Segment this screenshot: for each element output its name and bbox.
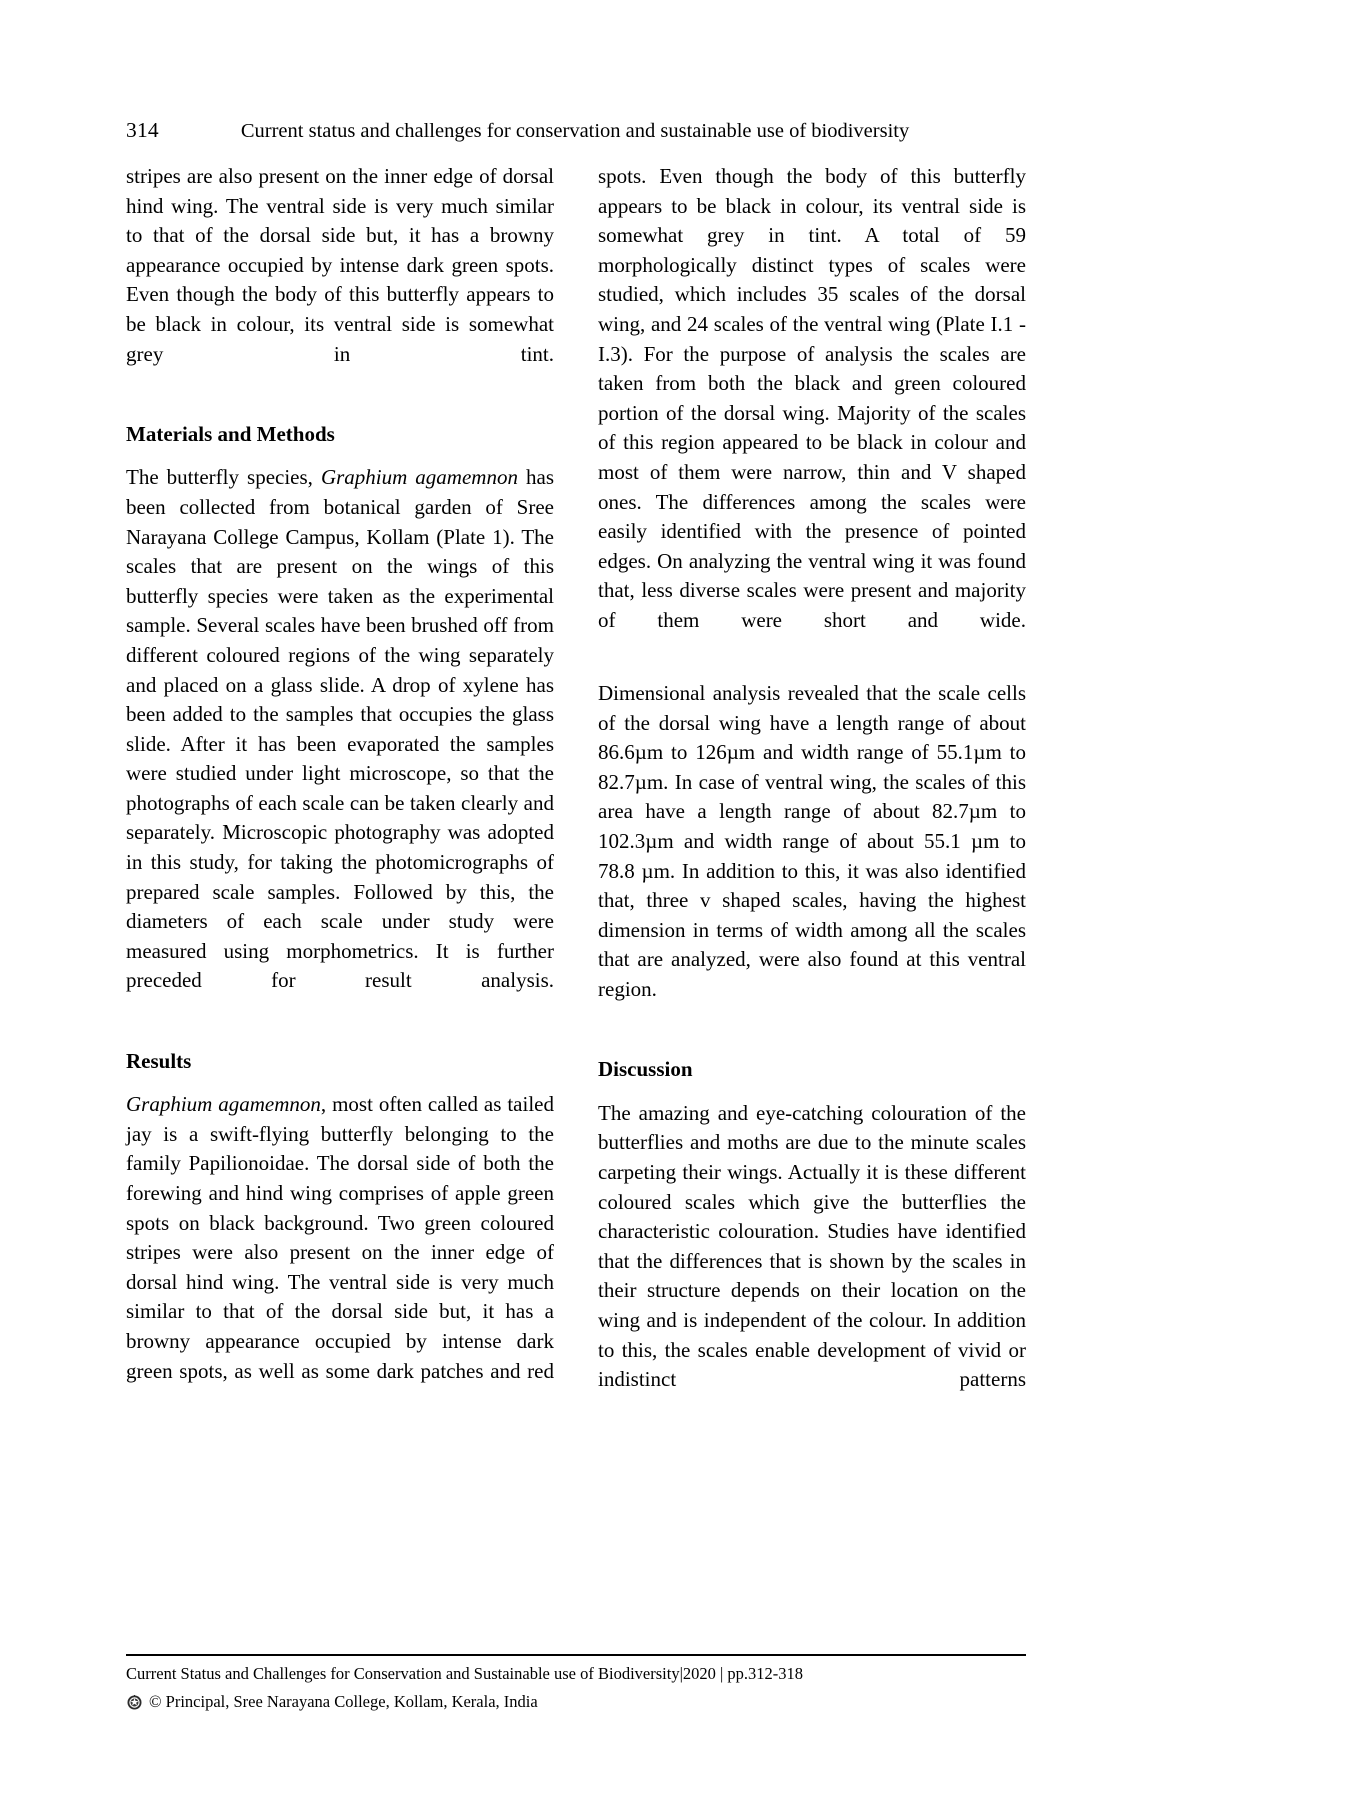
- species-name-italic: Graphium agamemnon: [320, 465, 518, 490]
- left-paragraph-results: [126, 1090, 554, 1416]
- right-paragraph-1: spots. Even though the body of this butterfly appears to be black in colour, its ventral side is somewhat grey in tint. A total of 59 morphologically distinct types of scales were studied, which includes 35 scales of the dorsal wing, and 24 scales of the ventral wing (Plate I.1 - I.3). For the purpose of analysis the scales are taken from both the black and green coloured portion of the dorsal wing. Majority of the scales of this region appeared to be black in colour and most of them were narrow, thin and V shaped ones. The differences among the scales were easily identified with the presence of pointed edges. On analyzing the ventral wing it was found that, less diverse scales were present and majority of them were short and wide.: [598, 164, 1026, 632]
- running-head: [126, 118, 1026, 146]
- footer-copyright-text: © Principal, Sree Narayana College, Kollam, Kerala, India: [149, 1692, 538, 1711]
- heading-results: Results: [126, 1048, 192, 1073]
- footer-divider: [126, 1654, 1026, 1656]
- body-columns: [126, 162, 1026, 1612]
- running-head-title: Current status and challenges for conservation and sustainable use of biodiversity: [240, 120, 910, 142]
- materials-text-part-2: has been collected from botanical garden of Sree Narayana College Campus, Kollam (Plate 1). The scales that are present on the wings of this butterfly species were taken as the experimental sample. Several scales have been brushed off from different coloured regions of the wing separately and placed on a glass slide. A drop of xylene has been added to the samples that occupies the glass slide. After it has been evaporated the samples were studied under light microscope, so that the photographs of each scale can be taken clearly and separately. Microscopic photography was adopted in this study, for taking the photomicrographs of prepared scale samples. Followed by this, the diameters of each scale under study were measured using morphometrics. It is further preceded for result analysis.: [126, 465, 554, 993]
- footer-copyright-line: [126, 1690, 1066, 1714]
- right-paragraph-3: The amazing and eye-catching colouration of the butterflies and moths are due to the minute scales carpeting their wings. Actually it is these different coloured scales which give the butterflies the characteristic colouration. Studies have identified that the differences that is shown by the scales in their structure depends on their location on the wing and is independent of the colour. In addition to this, the scales enable development of vivid or indistinct patterns: [598, 1100, 1026, 1392]
- species-name-italic-results: Graphium agamemnon: [126, 1092, 321, 1117]
- right-paragraph-2: Dimensional analysis revealed that the scale cells of the dorsal wing have a length range of about 86.6µm to 126µm and width range of 55.1µm to 82.7µm. In case of ventral wing, the scales of this area have a length range of about 82.7µm to 102.3µm and width range of about 55.1 µm to 78.8 µm. In addition to this, it was also identified that, three v shaped scales, having the highest dimension in terms of width among all the scales that are analyzed, were also found at this ventral region.: [598, 681, 1026, 1002]
- heading-materials-and-methods: Materials and Methods: [126, 421, 335, 446]
- footer-journal-line: Current Status and Challenges for Conservation and Sustainable use of Biodiversity|2020 | pp.312-318: [126, 1664, 804, 1683]
- heading-discussion: Discussion: [598, 1057, 693, 1082]
- left-paragraph-1: stripes are also present on the inner edge of dorsal hind wing. The ventral side is very much similar to that of the dorsal side but, it has a browny appearance occupied by intense dark green spots. Even though the body of this butterfly appears to be black in colour, its ventral side is somewhat grey in tint.: [126, 164, 554, 366]
- college-emblem-icon: [126, 1694, 143, 1711]
- materials-text-part-1: The butterfly species,: [126, 465, 321, 490]
- right-column: [598, 162, 1026, 1612]
- page-number: 314: [126, 118, 159, 142]
- left-column: [126, 162, 554, 1612]
- left-paragraph-materials: [126, 463, 554, 1025]
- footer: [126, 1662, 1066, 1714]
- results-text-part-2: , most often called as tailed jay is a swift-flying butterfly belonging to the family Papilionoidae. The dorsal side of both the forewing and hind wing comprises of apple green spots on black background. Two green coloured stripes were also present on the inner edge of dorsal hind wing. The ventral side is very much similar to that of the dorsal side but, it has a browny appearance occupied by intense dark green spots, as well as some dark patches and red: [126, 1092, 554, 1383]
